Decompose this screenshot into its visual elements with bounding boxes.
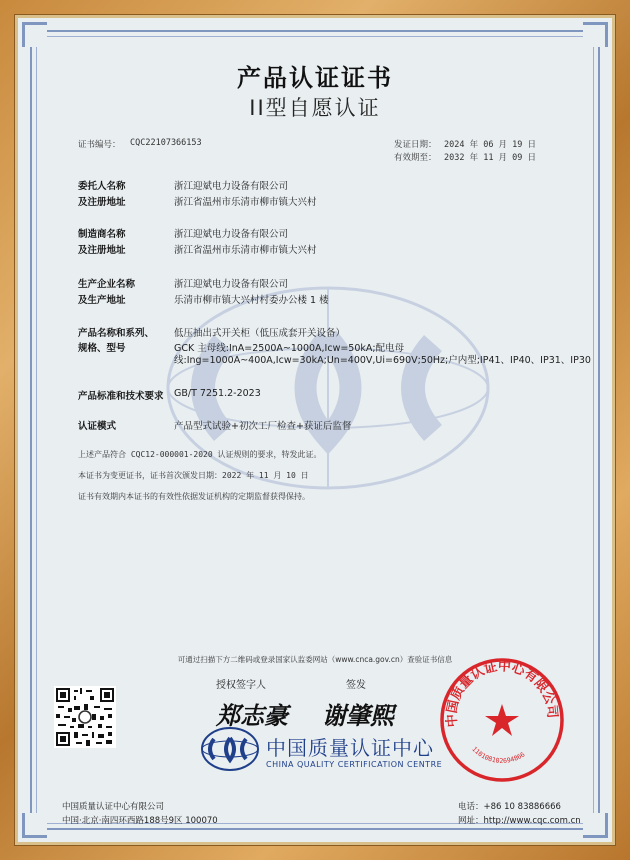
svg-text:110108102694866: [470, 745, 526, 765]
certificate-title: 产品认证证书: [237, 64, 393, 92]
signature-authorized: 郑志豪: [216, 701, 288, 730]
corner-ornament: [22, 813, 47, 838]
authorized-signer-label: 授权签字人: [216, 680, 266, 691]
certificate-paper: [18, 18, 612, 842]
cert-mode-value: 产品型式试验+初次工厂检查+获证后监督: [174, 421, 352, 432]
standard-value: GB/T 7251.2-2023: [174, 388, 261, 399]
factory-address: 乐清市柳市镇大兴村村委办公楼 1 楼: [174, 295, 329, 306]
qr-notice: 可通过扫描下方二维码或登录国家认监委网站（www.cnca.gov.cn）查验证书信息: [177, 655, 453, 664]
footer-website[interactable]: 网址：http://www.cqc.com.cn: [458, 816, 581, 826]
official-seal-icon: [438, 656, 566, 784]
valid-date-label: 有效期至：: [394, 153, 437, 163]
spec-label: 规格、型号: [78, 343, 126, 354]
footer-address: 中国·北京·南四环西路188号9区 100070: [62, 816, 218, 826]
cert-number: CQC22107366153: [130, 138, 202, 148]
seal-text: 中国质量认证中心有限公司: [444, 659, 560, 728]
cert-mode-label: 认证模式: [78, 421, 117, 432]
factory-name-label: 生产企业名称: [78, 279, 136, 290]
note-line: 上述产品符合 CQC12-000001-2020 认证规则的要求，特发此证。: [78, 450, 322, 459]
product-label: 产品名称和系列、: [78, 328, 155, 339]
footer-phone: 电话：+86 10 83886666: [458, 802, 561, 812]
cqc-logo-icon: [200, 726, 260, 772]
client-address: 浙江省温州市乐清市柳市镇大兴村: [174, 197, 317, 208]
factory-name: 浙江迎斌电力设备有限公司: [174, 279, 289, 290]
corner-ornament: [583, 813, 608, 838]
issue-date-label: 发证日期：: [394, 140, 437, 150]
footer-org: 中国质量认证中心有限公司: [62, 802, 165, 812]
client-name-label: 委托人名称: [78, 181, 126, 192]
factory-address-label: 及生产地址: [78, 295, 126, 306]
maker-name-label: 制造商名称: [78, 229, 126, 240]
corner-ornament: [583, 22, 608, 47]
issue-date: 2024 年 06 月 19 日: [444, 140, 537, 150]
note-line: 证书有效期内本证书的有效性依据发证机构的定期监督获得保持。: [78, 492, 310, 501]
valid-date: 2032 年 11 月 09 日: [444, 153, 537, 163]
standard-label: 产品标准和技术要求: [78, 391, 164, 402]
product-spec-line-1: GCK 主母线:InA=2500A~1000A,Icw=50kA;配电母: [174, 343, 405, 354]
signature-issuer: 谢肇熙: [322, 701, 394, 730]
maker-address-label: 及注册地址: [78, 245, 126, 256]
client-name: 浙江迎斌电力设备有限公司: [174, 181, 289, 192]
client-address-label: 及注册地址: [78, 197, 126, 208]
seal-code: 110108102694866: [470, 745, 527, 765]
maker-name: 浙江迎斌电力设备有限公司: [174, 229, 289, 240]
cert-number-label: 证书编号：: [78, 140, 121, 150]
corner-ornament: [22, 22, 47, 47]
center-english-name: CHINA QUALITY CERTIFICATION CENTRE: [266, 760, 443, 769]
product-spec-line-2: 线:Ing=1000A~400A,Icw=30kA;Un=400V,Ui=690V;50Hz;户内型;IP41、IP40、IP31、IP30: [174, 355, 591, 366]
certificate-subtitle: II型自愿认证: [249, 96, 381, 120]
center-name: 中国质量认证中心: [266, 736, 434, 760]
qr-code-icon[interactable]: [54, 686, 116, 748]
maker-address: 浙江省温州市乐清市柳市镇大兴村: [174, 245, 317, 256]
note-line: 本证书为变更证书，证书首次颁发日期：2022 年 11 月 10 日: [78, 471, 309, 480]
product-name: 低压抽出式开关柜（低压成套开关设备）: [174, 328, 346, 339]
issuer-label: 签发: [346, 680, 366, 691]
